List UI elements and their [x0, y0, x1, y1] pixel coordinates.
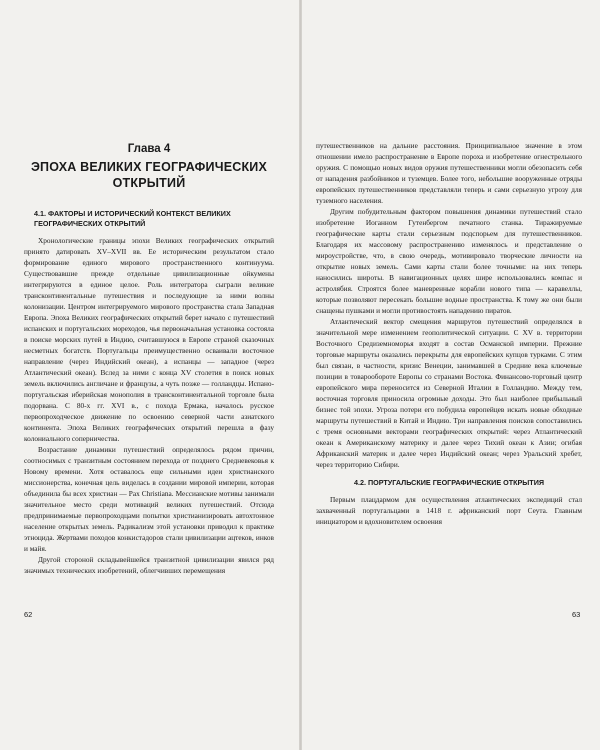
- paragraph: Другим побудительным фактором повышения динамики путешествий стало изобретение Иоганном Гутенбергом печатного станка. Тиражируемые географические карты стали серьезным подспорьем для путешественников. Благодаря их массовому распространению изменялось и представление о мироустройстве, что, в свою очередь, мотивировало творческие личности на открытие новых земель. Сами карты стали более точными: на них теперь наносились широты. В навигационных целях шире использовались компас и астролябия. Строятся более маневренные корабли нового типа — каравеллы, которые позволяют пересекать большие водные пространства. К тому же они были снащены пушками и могли противостоять нападению пиратов.: [316, 207, 582, 315]
- right-page: [316, 140, 582, 527]
- paragraph: Хронологические границы эпохи Великих географических открытий принято датировать XV–XVII вв. Ее историческим результатом стало формирование единого мирового пространственного континуума. Существовавшие прежде отдельные цивилизационные ойкумены интегрируются в единое целое. Роль интегратора сыграли великие трансконтинентальные путешествия и последующие за ними волны колонизации. Центром интегрируемого мирового пространства стала Западная Европа. Эпоха Великих географических открытий берет начало с путешествий испанских и португальских мореходов, чья первоначальная установка состояла в поиске морских путей в Индию, считавшуюся в Европе страной сказочных несметных богатств. Португальцы преимущественно осваивали восточное направление (через Индийский океан), а испанцы — западное (через Атлантический океан). Вслед за ними с конца XV столетия в поиск новых земель включились англичане и французы, а чуть позже — голландцы. Испано-португальская иберийская монополия в трансконтинентальной торговле была подорвана. С 80-х гг. XVI в., с похода Ермака, началось русское первопроходческое движение по освоению северной части азиатского континента. Эпоха Великих географических открытий перешла в фазу колониального соперничества.: [24, 236, 274, 443]
- chapter-title: ЭПОХА ВЕЛИКИХ ГЕОГРАФИЧЕСКИХ ОТКРЫТИЙ: [30, 160, 268, 190]
- paragraph: Атлантический вектор смещения маршрутов путешествий определялся в значительной мере изменением геополитической ситуации. С XV в. территории Восточного Средиземноморья входят в состав Османской империи. Прежние торговые маршруты оказались перекрыты для европейских купцов турками. С этим был связан, в частности, кризис Венеции, занимавшей в Средние века ключевые позиции в товарообороте Европы со странами Востока. Финансово-торговый центр европейского мира переносится из Северной Италии в Голландию. Между тем, восточная торговля приносила огромные доходы. Это был наиболее прибыльный бизнес той эпохи. Угроза потери его побудила европейцев искать новые обходные маршруты путешествий в Китай и Индию. Три направления поисков сопоставились с тремя основными векторами географических открытий: через Атлантический океан к Американскому материку и далее через Тихий океан к Азии; огибая Африканский материк и далее через Индийский океан; через Уральский хребет, через территорию Сибири.: [316, 317, 582, 469]
- paragraph: путешественников на дальние расстояния. Принципиальное значение в этом отношении имело распространение в Европе пороха и изобретение огнестрельного оружия. С помощью новых видов оружия путешественники могли обезопасить себя от нападения разбойников и туземцев. Более того, небольшие вооруженные отряды европейских путешественников представляли теперь и сами серьезную угрозу для туземного населения.: [316, 141, 582, 205]
- page-number-left: 62: [24, 610, 33, 619]
- left-page: [24, 142, 274, 576]
- chapter-label: Глава 4: [127, 143, 171, 155]
- section-heading-4-2: 4.2. ПОРТУГАЛЬСКИЕ ГЕОГРАФИЧЕСКИЕ ОТКРЫТИЯ: [353, 478, 545, 487]
- paragraph: Другой стороной складывейшейся транзитной цивилизации явился ряд значимых технических изобретений, облегчивших перемещения: [24, 555, 274, 575]
- book-gutter: [299, 0, 302, 750]
- paragraph: Первым плацдармом для осуществления атлантических экспедиций стал захваченный португальцами в 1418 г. африканский порт Сеута. Главным инициатором и вдохновителем освоения: [316, 495, 582, 526]
- paragraph: Возрастание динамики путешествий определялось рядом причин, соотносимых с транзитным состоянием перехода от позднего Средневековья к Новому времени. Хотя оставалось еще сильными идеи христианского миссионерства, конечная цель виделась в создании мировой империи, которая объединила бы всех христиан — Pax Christiana. Мессианские мотивы занимали значительное место среди мотиваций великих путешествий. Отсюда предпринимаемые первопроходцами попытки христианизировать автохтонное население открытых земель. Радикализм этой установки приводил к практике этноцида. Жертвами походов конкистадоров стали цивилизации ацтеков, инков и майя.: [24, 445, 274, 553]
- page-number-right: 63: [572, 610, 581, 619]
- section-heading-4-1: 4.1. ФАКТОРЫ И ИСТОРИЧЕСКИЙ КОНТЕКСТ ВЕЛИКИХ ГЕОГРАФИЧЕСКИХ ОТКРЫТИЙ: [34, 209, 231, 228]
